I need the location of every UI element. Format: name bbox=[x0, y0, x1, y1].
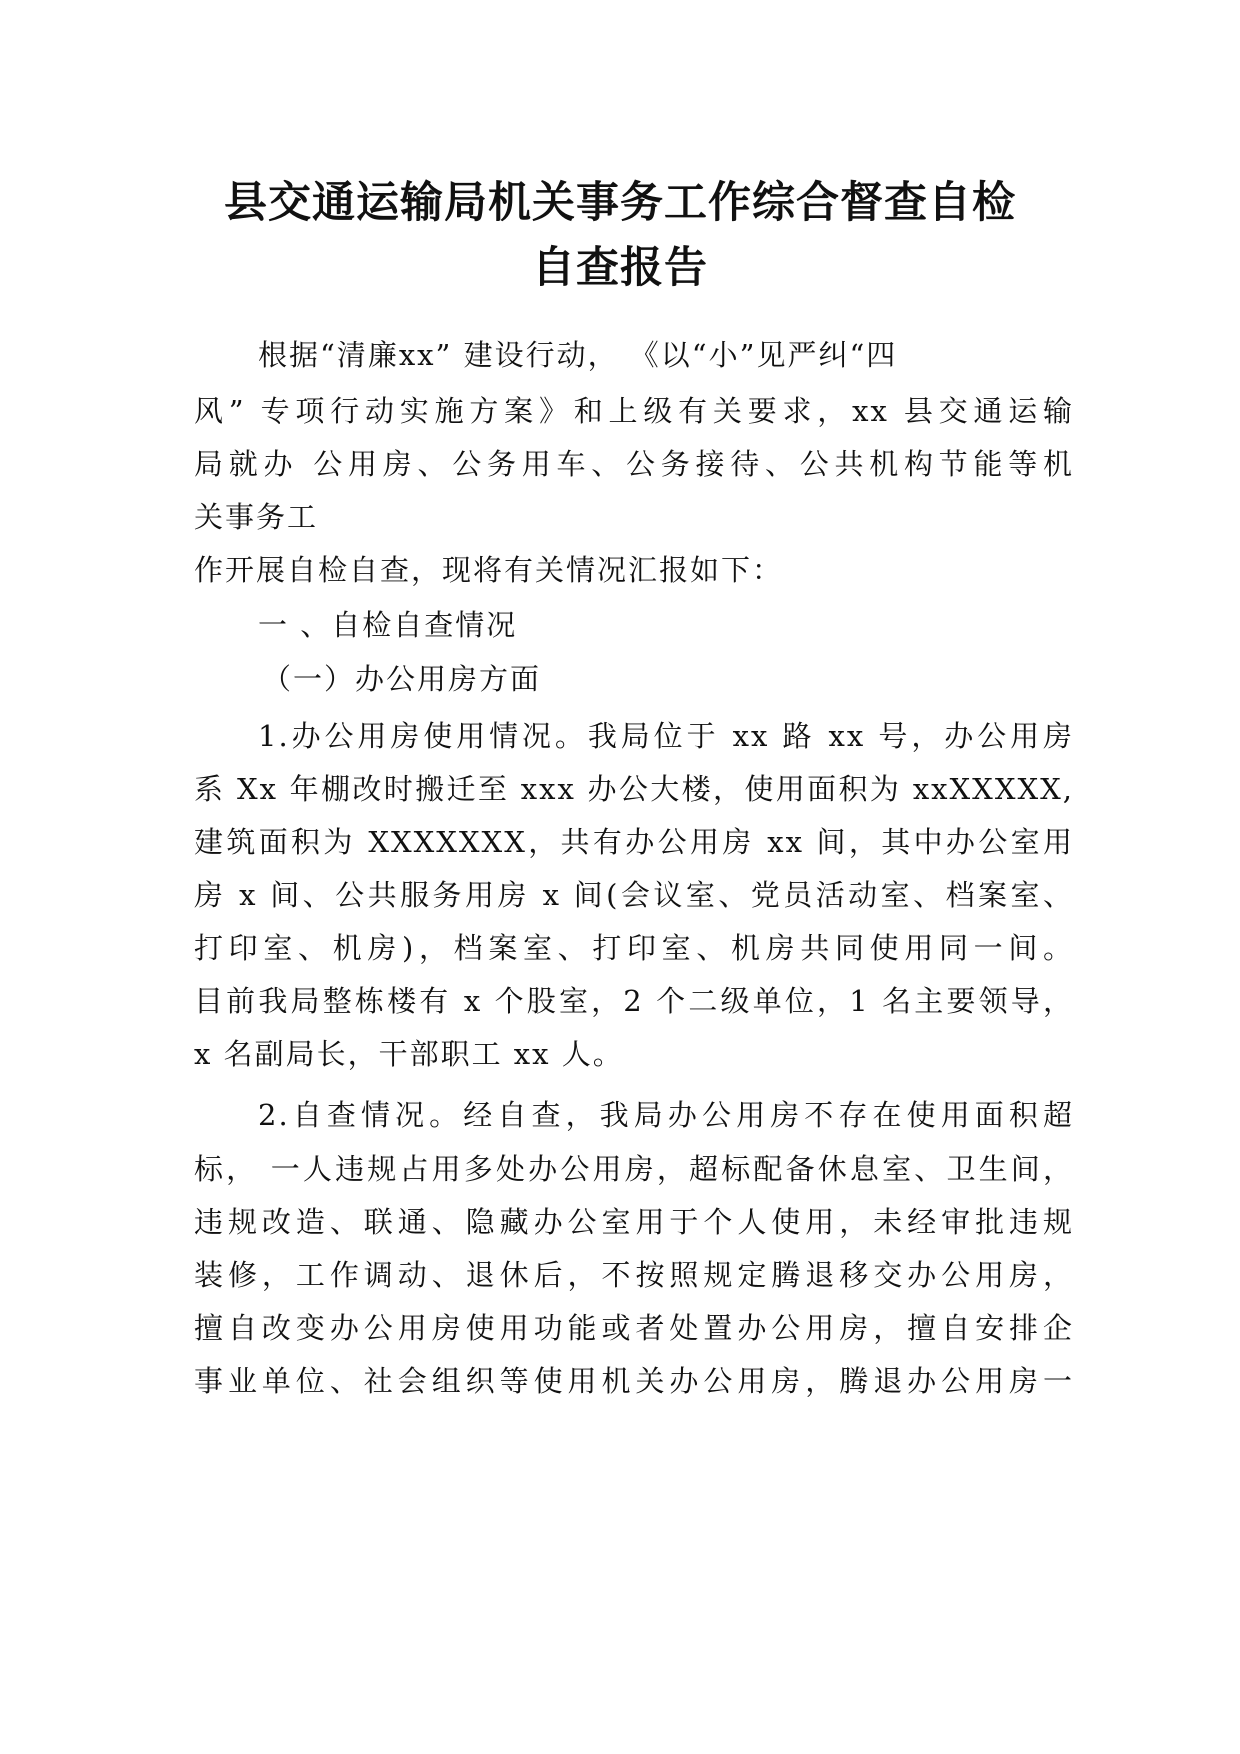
item2-line-4: 装修，工作调动、退休后，不按照规定腾退移交办公用房， bbox=[194, 1258, 1074, 1292]
item1-line-7: x 名副局长，干部职工 xx 人。 bbox=[194, 1037, 624, 1071]
item1-line-6: 目前我局整栋楼有 x 个股室，2 个二级单位，1 名主要领导， bbox=[194, 984, 1074, 1018]
item2-line-2: 标， 一人违规占用多处办公用房，超标配备休息室、卫生间， bbox=[194, 1152, 1074, 1186]
document-title-line-2: 自查报告 bbox=[532, 243, 708, 293]
intro-line-1: 根据“清廉xx” 建设行动， 《以“小”见严纠“四 bbox=[258, 338, 898, 372]
item1-line-3: 建筑面积为 XXXXXXX，共有办公用房 xx 间，其中办公室用 bbox=[194, 825, 1074, 859]
item2-line-1: 2.自查情况。经自查，我局办公用房不存在使用面积超 bbox=[258, 1098, 1074, 1132]
item1-line-2: 系 Xx 年棚改时搬迁至 xxx 办公大楼，使用面积为 xxXXXXX, bbox=[194, 772, 1074, 806]
intro-line-3: 局就办 公用房、公务用车、公务接待、公共机构节能等机 bbox=[194, 447, 1074, 481]
section-heading: 一 、自检自查情况 bbox=[258, 608, 518, 642]
document-title-line-1: 县交通运输局机关事务工作综合督查自检 bbox=[224, 178, 1016, 228]
item1-line-1: 1.办公用房使用情况。我局位于 xx 路 xx 号，办公用房 bbox=[258, 719, 1074, 753]
intro-line-4: 关事务工 bbox=[194, 500, 319, 534]
item1-line-5: 打印室、机房)，档案室、打印室、机房共同使用同一间。 bbox=[194, 931, 1074, 965]
item2-line-3: 违规改造、联通、隐藏办公室用于个人使用，未经审批违规 bbox=[194, 1205, 1074, 1239]
item2-line-6: 事业单位、社会组织等使用机关办公用房，腾退办公用房一 bbox=[194, 1364, 1074, 1398]
subsection-heading: （一）办公用房方面 bbox=[262, 662, 542, 696]
item1-line-4: 房 x 间、公共服务用房 x 间(会议室、党员活动室、档案室、 bbox=[194, 878, 1074, 912]
intro-line-5: 作开展自检自查，现将有关情况汇报如下： bbox=[194, 553, 784, 587]
intro-line-2: 风” 专项行动实施方案》和上级有关要求，xx 县交通运输 bbox=[194, 394, 1074, 428]
item2-line-5: 擅自改变办公用房使用功能或者处置办公用房，擅自安排企 bbox=[194, 1311, 1074, 1345]
